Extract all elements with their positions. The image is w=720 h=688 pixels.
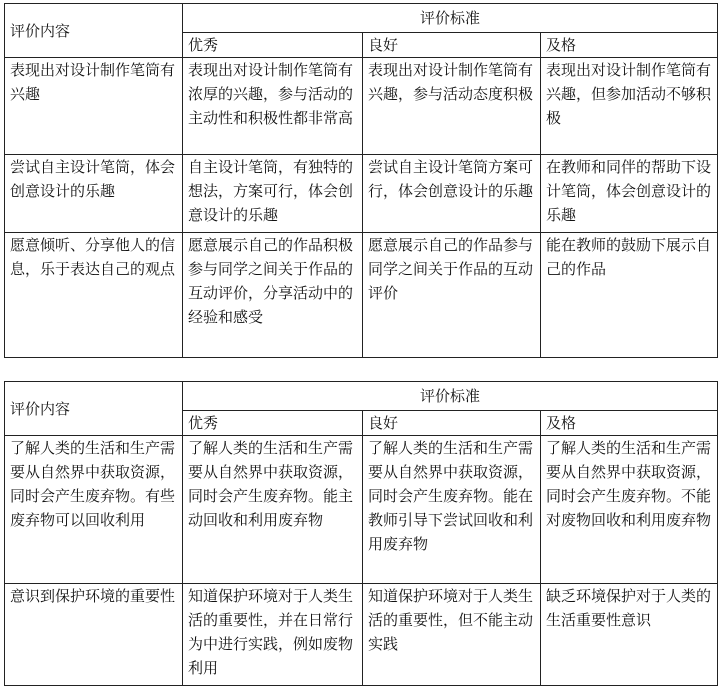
- content-header-cell: 评价内容: [5, 4, 183, 58]
- evaluation-table-2: [4, 381, 718, 686]
- table-row: [5, 584, 718, 686]
- pass-cell: 在教师和同伴的帮助下设计笔筒，体会创意设计的乐趣: [541, 155, 718, 233]
- level-excellent-header: 优秀: [183, 411, 363, 436]
- content-cell: 了解人类的生活和生产需要从自然界中获取资源，同时会产生废弃物。有些废弃物可以回收利用: [5, 436, 183, 584]
- good-cell: 表现出对设计制作笔筒有兴趣，参与活动态度积极: [363, 58, 541, 155]
- pass-cell: 缺乏环境保护对于人类的生活重要性意识: [541, 584, 718, 686]
- level-pass-header: 及格: [541, 33, 718, 58]
- good-cell: 知道保护环境对于人类生活的重要性，但不能主动实践: [363, 584, 541, 686]
- evaluation-table-1: [4, 3, 718, 358]
- table-row: [5, 155, 718, 233]
- table-row: [5, 436, 718, 584]
- excellent-cell: 知道保护环境对于人类生活的重要性，并在日常行为中进行实践，例如废物利用: [183, 584, 363, 686]
- header-row: [5, 4, 718, 33]
- excellent-cell: 自主设计笔筒，有独特的想法，方案可行，体会创意设计的乐趣: [183, 155, 363, 233]
- level-pass-header: 及格: [541, 411, 718, 436]
- content-cell: 尝试自主设计笔筒，体会创意设计的乐趣: [5, 155, 183, 233]
- excellent-cell: 了解人类的生活和生产需要从自然界中获取资源，同时会产生废弃物。能主动回收和利用废弃物: [183, 436, 363, 584]
- table-row: [5, 233, 718, 358]
- content-cell: 愿意倾听、分享他人的信息，乐于表达自己的观点: [5, 233, 183, 358]
- pass-cell: 了解人类的生活和生产需要从自然界中获取资源，同时会产生废弃物。不能对废物回收和利用废弃物: [541, 436, 718, 584]
- standard-header-cell: 评价标准: [183, 4, 718, 33]
- content-header-cell: 评价内容: [5, 382, 183, 436]
- good-cell: 尝试自主设计笔筒方案可行，体会创意设计的乐趣: [363, 155, 541, 233]
- table-row: [5, 58, 718, 155]
- pass-cell: 能在教师的鼓励下展示自己的作品: [541, 233, 718, 358]
- good-cell: 愿意展示自己的作品参与同学之间关于作品的互动评价: [363, 233, 541, 358]
- standard-header-cell: 评价标准: [183, 382, 718, 411]
- content-cell: 表现出对设计制作笔筒有兴趣: [5, 58, 183, 155]
- pass-cell: 表现出对设计制作笔筒有兴趣，但参加活动不够积极: [541, 58, 718, 155]
- header-row: [5, 382, 718, 411]
- level-good-header: 良好: [363, 33, 541, 58]
- level-good-header: 良好: [363, 411, 541, 436]
- excellent-cell: 表现出对设计制作笔筒有浓厚的兴趣，参与活动的主动性和积极性都非常高: [183, 58, 363, 155]
- good-cell: 了解人类的生活和生产需要从自然界中获取资源，同时会产生废弃物。能在教师引导下尝试回收和利用废弃物: [363, 436, 541, 584]
- level-excellent-header: 优秀: [183, 33, 363, 58]
- excellent-cell: 愿意展示自己的作品积极参与同学之间关于作品的互动评价，分享活动中的经验和感受: [183, 233, 363, 358]
- content-cell: 意识到保护环境的重要性: [5, 584, 183, 686]
